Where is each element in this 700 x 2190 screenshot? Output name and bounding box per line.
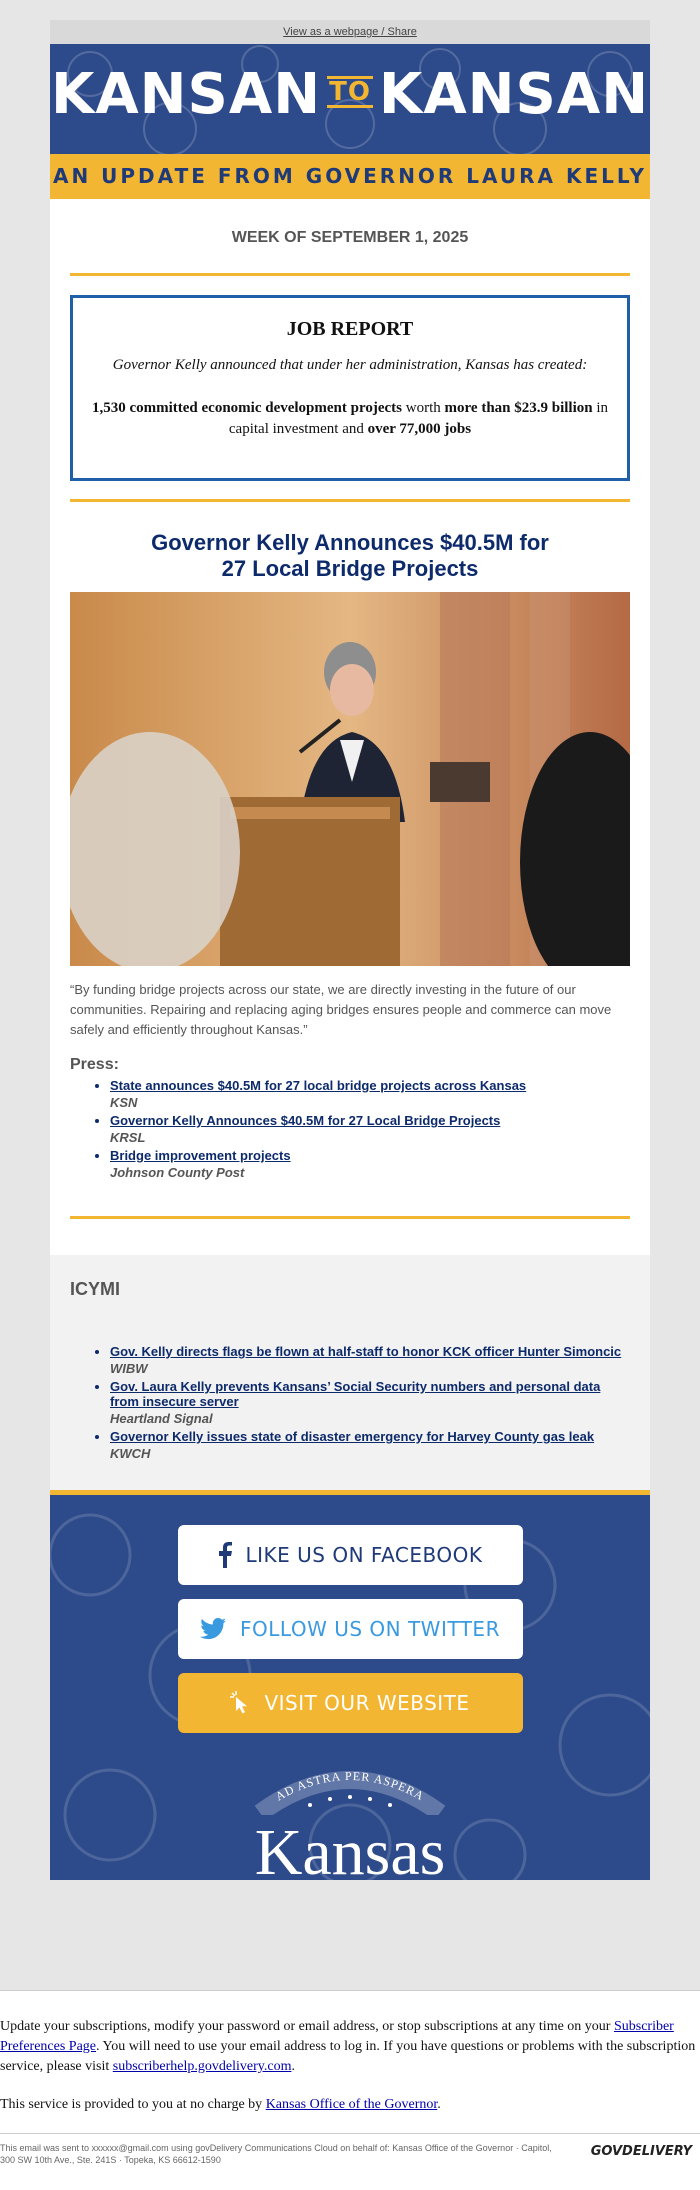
header-banner	[50, 44, 650, 154]
legal-bar	[0, 2133, 700, 2183]
press-source: Johnson County Post	[110, 1165, 245, 1180]
banner-word-right: KANSAN	[378, 62, 650, 127]
press-source: KSN	[110, 1095, 138, 1110]
facebook-icon	[218, 1542, 232, 1568]
footer-service-text	[0, 2095, 700, 2115]
story-title-line: Governor Kelly Announces $40.5M for	[151, 530, 549, 555]
cursor-click-icon	[230, 1691, 250, 1715]
list-item	[110, 1379, 630, 1426]
facebook-label: LIKE US ON FACEBOOK	[245, 1543, 483, 1567]
top-bar	[50, 20, 650, 44]
governor-photo	[70, 592, 630, 966]
press-source: KRSL	[110, 1130, 146, 1145]
divider	[70, 1216, 630, 1219]
stat-investment: more than $23.9 billion	[444, 400, 593, 416]
press-link[interactable]: Bridge improvement projects	[110, 1148, 291, 1163]
footer	[0, 1990, 700, 2183]
icymi-link[interactable]: Gov. Kelly directs flags be flown at half-staff to honor KCK officer Hunter Simoncic	[110, 1344, 622, 1359]
list-item	[110, 1148, 630, 1180]
social-section	[50, 1490, 650, 1880]
story-quote: “By funding bridge projects across our state, we are directly investing in the future of our communities. Repairing and replacing aging bridges ensures people and commerce can move safely and efficiently throughout Kansas.”	[70, 982, 612, 1037]
website-button[interactable]	[178, 1673, 523, 1733]
press-list	[110, 1078, 630, 1180]
week-heading: WEEK OF SEPTEMBER 1, 2025	[231, 229, 469, 246]
twitter-button[interactable]	[178, 1599, 523, 1659]
govdelivery-logo[interactable]: GOVDELIVERY	[590, 2144, 692, 2159]
stat-text: worth	[402, 400, 445, 416]
job-report-title: JOB REPORT	[286, 318, 414, 340]
subscriber-help-link[interactable]: subscriberhelp.govdelivery.com	[112, 2059, 292, 2074]
list-item	[110, 1344, 630, 1376]
story-title	[50, 502, 650, 592]
press-link[interactable]: State announces $40.5M for 27 local bridge projects across Kansas	[110, 1078, 527, 1093]
kansas-logo	[50, 1761, 650, 1880]
job-report-stats	[87, 398, 613, 440]
governor-office-link[interactable]: Kansas Office of the Governor	[265, 2097, 438, 2112]
stat-projects: 1,530 committed economic development projects	[91, 400, 403, 416]
divider	[70, 273, 630, 276]
kansas-seal-arc-icon	[240, 1761, 460, 1815]
list-item	[110, 1078, 630, 1110]
story-title-line: 27 Local Bridge Projects	[221, 556, 479, 581]
stat-text: in capital investment and	[228, 400, 609, 437]
icymi-heading: ICYMI	[70, 1279, 121, 1299]
footer-text: Update your subscriptions, modify your password or email address, or stop subscriptions at any time on your	[0, 2019, 614, 2034]
icymi-source: KWCH	[110, 1446, 151, 1461]
job-report-lead: Governor Kelly announced that under her administration, Kansas has created:	[112, 357, 588, 373]
list-item	[110, 1113, 630, 1145]
governor-speaking-image	[70, 592, 630, 966]
icymi-source: Heartland Signal	[110, 1411, 213, 1426]
footer-text: .	[291, 2059, 295, 2074]
twitter-bird-icon	[200, 1618, 226, 1640]
footer-subscription-text	[0, 2017, 700, 2077]
legal-text: This email was sent to xxxxxx@gmail.com using govDelivery Communications Cloud on behalf of: Kansas Office of the Governor · Capitol, 300 SW 10th Ave., Ste. 241S · Topeka, KS 66612-1590	[0, 2143, 552, 2165]
banner-subtitle: AN UPDATE FROM GOVERNOR LAURA KELLY	[50, 154, 650, 199]
footer-text: . You will need to use your email address to log in. If you have questions or problems with the subscription service, please visit	[0, 2039, 696, 2074]
icymi-link[interactable]: Gov. Laura Kelly prevents Kansans’ Social Security numbers and personal data from insecure server	[110, 1379, 601, 1409]
press-heading: Press:	[70, 1056, 119, 1073]
footer-text: .	[437, 2097, 441, 2112]
banner-word-to: TO	[329, 76, 371, 107]
job-report-box	[70, 295, 630, 481]
facebook-button[interactable]	[178, 1525, 523, 1585]
icymi-section	[50, 1255, 650, 1490]
website-label: VISIT OUR WEBSITE	[264, 1691, 470, 1715]
logo-motto: AD ASTRA PER ASPERA	[273, 1768, 427, 1804]
press-link[interactable]: Governor Kelly Announces $40.5M for 27 Local Bridge Projects	[110, 1113, 501, 1128]
subscriber-preferences-link[interactable]: Subscriber Preferences Page	[0, 2019, 674, 2054]
view-webpage-link[interactable]: View as a webpage / Share	[283, 26, 417, 38]
icymi-source: WIBW	[110, 1361, 148, 1376]
twitter-label: FOLLOW US ON TWITTER	[240, 1617, 500, 1641]
footer-text: This service is provided to you at no charge by	[0, 2097, 266, 2112]
banner-title	[50, 62, 650, 127]
icymi-list	[110, 1344, 630, 1461]
banner-word-left: KANSAN	[50, 62, 322, 127]
stat-jobs: over 77,000 jobs	[367, 421, 472, 437]
icymi-link[interactable]: Governor Kelly issues state of disaster emergency for Harvey County gas leak	[110, 1429, 595, 1444]
email-body	[50, 20, 650, 1880]
list-item	[110, 1429, 630, 1461]
logo-wordmark: Kansas	[254, 1816, 446, 1880]
